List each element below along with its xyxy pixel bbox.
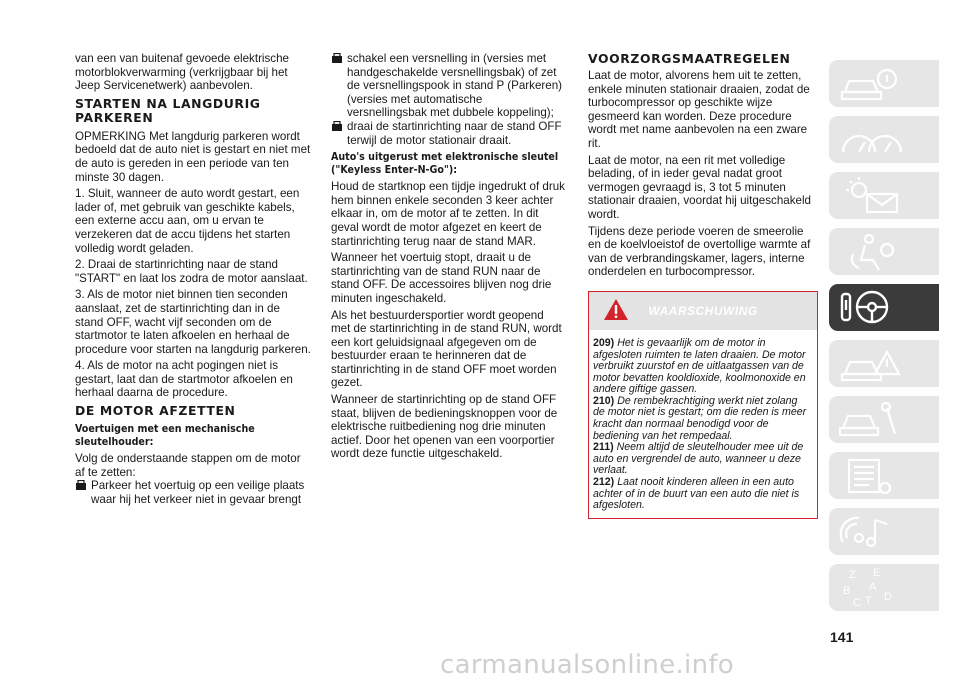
heading-precautions: VOORZORGSMAATREGELEN: [588, 51, 791, 66]
svg-text:D: D: [884, 591, 892, 603]
keyless-paragraph-2: Wanneer het voertuig stopt, draait u de startinrichting van de stand RUN naar de stand OFF. De accessoires blijven nog drie minuten ingeschakeld.: [331, 251, 552, 305]
bullet-park-text: Parkeer het voertuig op een veilige plaats waar hij het verkeer niet in gevaar brengt: [91, 479, 305, 506]
note-paragraph: OPMERKING Met langdurig parkeren wordt bedoeld dat de auto niet is gestart en niet met de auto is gereden in een periode van ten minste 30 dagen.: [75, 129, 311, 184]
warning-item: 209) Het is gevaarlijk om de motor in afgesloten ruimten te laten draaien. De motor verbruikt zuurstof en de uitlaatgassen van de motor bevatten kooldioxide, koolmonoxide en andere giftige gassen.: [593, 336, 806, 396]
technical-data-icon: [829, 452, 939, 499]
step-2: 2. Draai de startinrichting naar de stand "START" en laat los zodra de motor aanslaat.: [75, 258, 308, 285]
bullet-gear-text: schakel een versnelling in (versies met handgeschakelde versnellingsbak) of zet de versnellingspook in stand P (Parkeren) (versies met automatische versnellingsbak met dubbele koppeling);: [347, 52, 563, 120]
key-steering-wheel-icon: [829, 284, 939, 331]
car-maintenance-icon: [829, 396, 939, 443]
step-1: 1. Sluit, wanneer de auto wordt gestart, een lader of, met gebruik van geschikte kabels, een externe accu aan, om u ervan te verzekeren dat de accu tijdens het starten volledig wordt geladen.: [75, 187, 300, 255]
bullet-icon: [331, 121, 343, 132]
chapter-tabs: [829, 60, 939, 620]
tab-car-info[interactable]: [829, 60, 939, 107]
tab-multimedia[interactable]: [829, 508, 939, 555]
step-3: 3. Als de motor niet binnen tien seconden aanslaat, zet de startinrichting dan in de stand OFF, wacht vijf seconden om de startmotor te laten afkoelen en herhaal de procedure voor starten na langdurig parkeren.: [75, 288, 311, 356]
warning-light-message-icon: [829, 172, 939, 219]
step-4: 4. Als de motor na acht pogingen niet is gestart, laat dan de startmotor afkoelen en herhaal daarna de procedure.: [75, 359, 293, 400]
bullet-item: [331, 120, 565, 147]
subheading-keyless: Auto's uitgerust met elektronische sleutel ("Keyless Enter-N-Go"):: [331, 151, 559, 177]
column-middle: [331, 52, 565, 464]
airbag-seat-icon: [829, 228, 939, 275]
subheading-mechanical-key: Voertuigen met een mechanische sleutelhouder:: [75, 423, 255, 449]
precautions-paragraph-2: Laat de motor, na een rit met volledige belading, of in ieder geval nadat groot vermogen gevraagd is, 3 tot 5 minuten stationair draaien, voordat hij uitgeschakeld wordt.: [588, 153, 811, 221]
warning-item: 210) De rembekrachtiging werkt niet zolang de motor niet is gestart; om die reden is meer kracht dan normaal benodigd voor de bediening van het rempedaal.: [593, 394, 807, 442]
steps-intro: Volg de onderstaande stappen om de motor af te zetten:: [75, 452, 301, 479]
column-right: [588, 52, 818, 519]
heading-long-parking: STARTEN NA LANGDURIG PARKEREN: [75, 95, 261, 125]
svg-text:C: C: [853, 597, 861, 609]
tab-maintenance[interactable]: [829, 396, 939, 443]
keyless-paragraph-3: Als het bestuurdersportier wordt geopend met de startinrichting in de stand RUN, wordt een kort geluidsignaal afgegeven om de bestuurder eraan te herinneren dat de startinrichting in de stand OFF moet worden gezet.: [331, 308, 562, 390]
tab-emergency[interactable]: [829, 340, 939, 387]
precautions-paragraph-1: Laat de motor, alvorens hem uit te zetten, enkele minuten stationair draaien, zodat de turbocompressor op geschikte wijze gesmeerd kan worden. Deze procedure wordt met name aanbevolen na een zware rit.: [588, 69, 810, 150]
tab-dashboard[interactable]: [829, 116, 939, 163]
page-number: 141: [830, 629, 854, 645]
warning-body: [589, 330, 817, 518]
heading-stop-engine: DE MOTOR AFZETTEN: [75, 403, 236, 419]
warning-box: [588, 291, 818, 519]
svg-text:Z: Z: [849, 569, 856, 581]
index-letters-icon: [829, 564, 939, 611]
svg-text:E: E: [873, 567, 881, 579]
warning-item: 211) Neem altijd de sleutelhouder mee uit de auto en vergrendel de auto, wanneer u deze verlaat.: [593, 441, 804, 477]
dashboard-lights-icon: [829, 116, 939, 163]
tab-safety[interactable]: [829, 228, 939, 275]
car-info-icon: [829, 60, 939, 107]
bullet-key-text: draai de startinrichting naar de stand OFF terwijl de motor stationair draait.: [347, 119, 562, 147]
keyless-paragraph-1: Houd de startknop een tijdje ingedrukt of druk hem binnen enkele seconden 3 keer achter elkaar in, om de motor af te zetten. In dit geval wordt de motor afgezet en keert de startinrichting terug naar de stand MAR.: [331, 180, 565, 248]
warning-item: 212) Laat nooit kinderen alleen in een auto achter of in de buurt van een auto die niet is afgesloten.: [593, 476, 800, 512]
tab-starting-driving[interactable]: [829, 284, 939, 331]
keyless-paragraph-4: Wanneer de startinrichting op de stand OFF staat, blijven de bedieningsknoppen voor de elektrische ruitbediening nog drie minuten actief. Door het openen van een voorportier wordt deze functie uitgeschakeld.: [331, 393, 558, 461]
intro-paragraph: van een van buitenaf gevoede elektrische motorblokverwarming (verkrijgbaar bij het Jeep Servicenetwerk) aanbevolen.: [75, 52, 289, 93]
car-emergency-icon: [829, 340, 939, 387]
svg-text:A: A: [869, 581, 877, 593]
watermark: carmanualsonline.info: [440, 650, 735, 680]
precautions-paragraph-3: Tijdens deze periode voeren de smeerolie en de koelvloeistof de overtollige warmte af van de verbrandingskamer, lagers, interne onderdelen en turbocompressor.: [588, 224, 811, 279]
multimedia-icon: [829, 508, 939, 555]
bullet-icon: [75, 480, 87, 491]
bullet-item: [75, 479, 311, 506]
tab-warning-lights[interactable]: [829, 172, 939, 219]
bullet-item: [331, 52, 565, 120]
tab-index[interactable]: [829, 564, 939, 611]
column-left: [75, 52, 311, 506]
svg-text:T: T: [865, 595, 872, 607]
warning-header: [589, 292, 817, 330]
svg-text:B: B: [843, 585, 851, 597]
bullet-icon: [331, 53, 343, 64]
warning-title: WAARSCHUWING: [648, 303, 758, 318]
tab-technical-data[interactable]: [829, 452, 939, 499]
